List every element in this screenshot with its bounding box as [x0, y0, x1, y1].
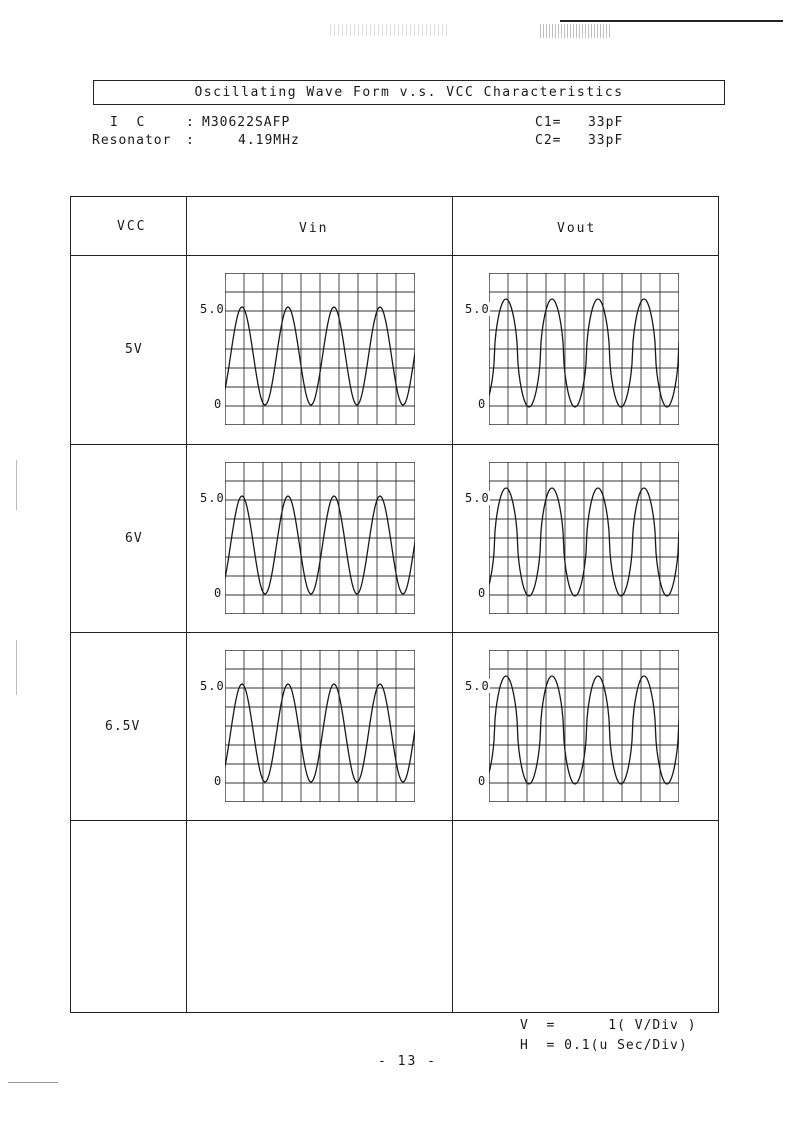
- scope-label-bottom: 0: [478, 586, 487, 600]
- c1-value: C1= 33pF: [535, 115, 624, 130]
- scan-artifact-noise: [540, 24, 610, 38]
- scope-label-bottom: 0: [214, 586, 223, 600]
- title-text: Oscillating Wave Form v.s. VCC Characteristics: [194, 85, 624, 100]
- scope-label-top: 5.0: [465, 302, 490, 316]
- document-title: [93, 80, 725, 105]
- page-number: - 13 -: [378, 1054, 437, 1069]
- header-vcc: VCC: [117, 219, 147, 234]
- scan-artifact-margin: [16, 460, 17, 510]
- ic-label: I C: [110, 115, 146, 130]
- scope-vout-row2: [489, 462, 679, 614]
- resonator-value: 4.19MHz: [238, 133, 300, 148]
- scale-vertical: V = 1( V/Div ): [520, 1018, 697, 1033]
- scope-label-bottom: 0: [214, 774, 223, 788]
- scope-label-top: 5.0: [200, 302, 225, 316]
- table-divider: [452, 197, 453, 1012]
- scan-artifact-foot: [8, 1082, 58, 1083]
- table-divider: [71, 820, 718, 821]
- header-vin: Vin: [299, 221, 329, 236]
- scope-label-top: 5.0: [200, 679, 225, 693]
- oscilloscope-trace: [489, 462, 679, 614]
- scan-artifact-margin: [16, 640, 17, 695]
- ic-value: M30622SAFP: [202, 115, 291, 130]
- scope-vin-row1: [225, 273, 415, 425]
- header-vout: Vout: [557, 221, 597, 236]
- scope-label-top: 5.0: [200, 491, 225, 505]
- row-label-vcc: 6.5V: [105, 719, 141, 734]
- scan-artifact-line: [560, 20, 783, 22]
- scope-label-bottom: 0: [478, 397, 487, 411]
- scope-vin-row2: [225, 462, 415, 614]
- scope-vout-row1: [489, 273, 679, 425]
- oscilloscope-trace: [489, 273, 679, 425]
- oscilloscope-trace: [225, 273, 415, 425]
- row-label-vcc: 5V: [125, 342, 143, 357]
- scale-horizontal: H = 0.1(u Sec/Div): [520, 1038, 688, 1053]
- table-divider: [71, 444, 718, 445]
- table-divider: [71, 255, 718, 256]
- table-divider: [71, 632, 718, 633]
- row-label-vcc: 6V: [125, 531, 143, 546]
- oscilloscope-trace: [225, 462, 415, 614]
- scope-label-top: 5.0: [465, 679, 490, 693]
- table-divider: [186, 197, 187, 1012]
- ic-colon: :: [186, 115, 195, 130]
- scope-label-top: 5.0: [465, 491, 490, 505]
- resonator-label: Resonator: [92, 133, 172, 148]
- c2-value: C2= 33pF: [535, 133, 624, 148]
- scope-vout-row3: [489, 650, 679, 802]
- oscilloscope-trace: [489, 650, 679, 802]
- scan-artifact-noise: [330, 24, 450, 36]
- resonator-colon: :: [186, 133, 195, 148]
- scope-vin-row3: [225, 650, 415, 802]
- scope-label-bottom: 0: [214, 397, 223, 411]
- scope-label-bottom: 0: [478, 774, 487, 788]
- oscilloscope-trace: [225, 650, 415, 802]
